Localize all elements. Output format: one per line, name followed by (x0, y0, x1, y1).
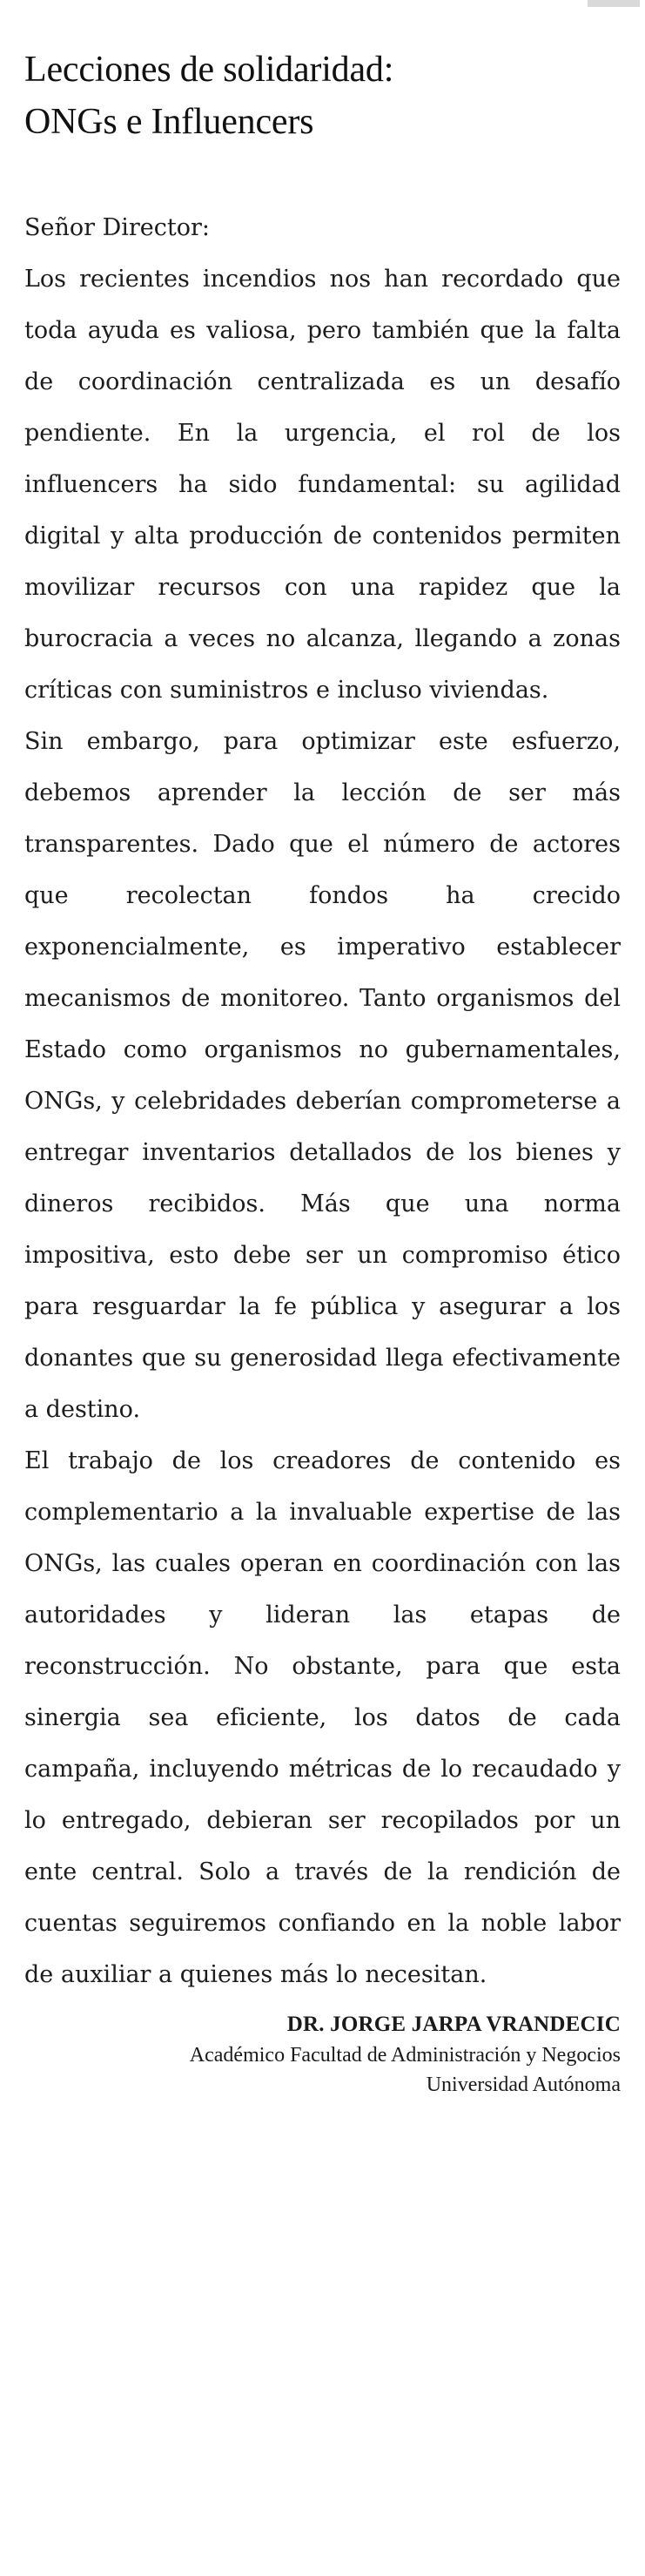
letter-body (24, 202, 621, 2000)
headline-line-2: ONGs e Influencers (24, 102, 314, 142)
author-affiliation-faculty: Académico Facultad de Administración y Negocios (189, 2044, 621, 2067)
paragraph-3: El trabajo de los creadores de contenido es complementario a la invaluable expertise de las ONGs, las cuales operan en coordinación con las autoridades y lideran las etapas de reconstrucción. No obstante, para que esta sinergia sea eficiente, los datos de cada campaña, incluyendo métricas de lo recaudado y lo entregado, debieran ser recopilados por un ente central. Solo a través de la rendición de cuentas seguiremos confiando en la noble labor de auxiliar a quienes más lo necesitan. (24, 1447, 621, 1988)
author-name: DR. JORGE JARPA VRANDECIC (286, 2013, 621, 2036)
page-top-edge (0, 0, 645, 12)
paragraph-1: Los recientes incendios nos han recordado que toda ayuda es valiosa, pero también que la falta de coordinación centralizada es un desafío pendiente. En la urgencia, el rol de los influencers ha sido fundamental: su agilidad digital y alta producción de contenidos permiten movilizar recursos con una rapidez que la burocracia a veces no alcanza, llegando a zonas críticas con suministros e incluso viviendas. (24, 266, 621, 704)
signature-block (24, 2009, 621, 2100)
paragraph-2: Sin embargo, para optimizar este esfuerzo, debemos aprender la lección de ser más transparentes. Dado que el número de actores que recolectan fondos ha crecido exponencialmente, es imperativo establecer mecanismos de monitoreo. Tanto organismos del Estado como organismos no gubernamentales, ONGs, y celebridades deberían comprometerse a entregar inventarios detallados de los bienes y dineros recibidos. Más que una norma impositiva, esto debe ser un compromiso ético para resguardar la fe pública y asegurar a los donantes que su generosidad llega efectivamente a destino. (24, 728, 621, 1423)
headline-line-1: Lecciones de solidaridad: (24, 50, 394, 90)
author-affiliation-university: Universidad Autónoma (426, 2074, 621, 2096)
top-edge-mark (588, 0, 640, 7)
salutation: Señor Director: (24, 214, 211, 241)
headline (24, 44, 621, 148)
